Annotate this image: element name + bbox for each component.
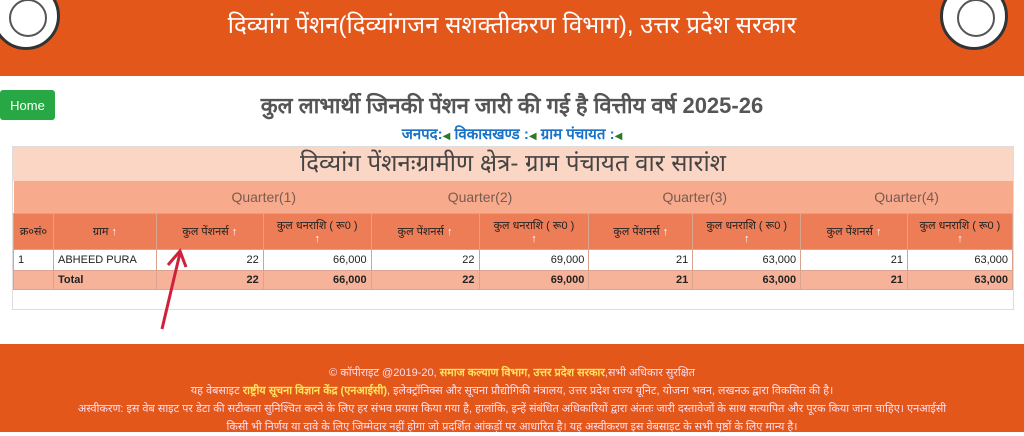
col-label: कुल पेंशनर्स <box>613 225 660 238</box>
total-value: 21 <box>801 270 908 289</box>
disclaimer: अस्वीकरण: इस वेब साइट पर डेटा की सटीकता सुनिश्चित करने के लिए हर संभव प्रयास किया गया है, हालांकि, इन्हें संबंधित अधिकारियों द्वारा अंततः जारी दस्तावेजों के साथ सत्यापित और पूरक किया जाना चाहिए। एनआईसी <box>77 403 947 415</box>
cell-village: ABHEED PURA <box>53 249 156 270</box>
quarter-3-header: Quarter(3) <box>589 181 801 213</box>
quarter-1-header: Quarter(1) <box>156 181 371 213</box>
cell-value: 22 <box>156 249 263 270</box>
block-label: विकासखण्ड : <box>454 126 529 143</box>
cell-value: 21 <box>801 249 908 270</box>
col-q2-pensioners-sort[interactable] <box>371 213 479 249</box>
footer-text: , इलेक्ट्रॉनिक्स और सूचना प्रौद्योगिकी मंत्रालय, उत्तर प्रदेश राज्य यूनिट, योजना भवन, लखनऊ द्वारा विकसित की है। <box>387 385 834 397</box>
col-q4-pensioners-sort[interactable] <box>801 213 908 249</box>
site-footer <box>0 344 1024 432</box>
district-label: जनपद: <box>401 126 443 143</box>
footer-text: यह वेबसाइट <box>190 385 243 397</box>
sort-arrow-icon: ↑ <box>662 225 669 238</box>
total-value: 22 <box>371 270 479 289</box>
sort-arrow-icon: ↑ <box>111 225 118 238</box>
sort-arrow-icon: ↑ <box>531 232 537 245</box>
col-village-sort[interactable] <box>53 213 156 249</box>
cell-value: 21 <box>589 249 693 270</box>
col-label: ग्राम <box>92 225 109 238</box>
developer-credit <box>0 382 1024 400</box>
total-value: 63,000 <box>693 270 801 289</box>
total-label: Total <box>53 270 156 289</box>
total-value: 63,000 <box>908 270 1013 289</box>
quarter-2-header: Quarter(2) <box>371 181 589 213</box>
cell-value: 63,000 <box>693 249 801 270</box>
sort-arrow-icon: ↑ <box>446 225 453 238</box>
nic-link[interactable]: राष्ट्रीय सूचना विज्ञान केंद्र (एनआईसी) <box>242 385 387 397</box>
total-value: 66,000 <box>263 270 371 289</box>
sort-arrow-icon: ↑ <box>231 225 238 238</box>
cell-sno: 1 <box>14 249 54 270</box>
col-label: कुल पेंशनर्स <box>182 225 229 238</box>
location-filters <box>0 124 1024 144</box>
cell-value: 66,000 <box>263 249 371 270</box>
caret-left-icon: ◀ <box>442 131 451 142</box>
sort-arrow-icon: ↑ <box>875 225 882 238</box>
col-q3-pensioners-sort[interactable] <box>589 213 693 249</box>
total-value: 69,000 <box>479 270 589 289</box>
gram-panchayat-label: ग्राम पंचायत : <box>540 126 615 143</box>
total-value: 22 <box>156 270 263 289</box>
col-label: कुल धनराशि ( रू0 ) <box>706 219 788 232</box>
col-label: कुल पेंशनर्स <box>826 225 873 238</box>
department-link[interactable]: समाज कल्याण विभाग, उत्तर प्रदेश सरकार <box>439 367 605 379</box>
quarter-4-header: Quarter(4) <box>801 181 1013 213</box>
footer-text: © कॉपीराइट @2019-20, <box>329 367 440 379</box>
total-value: 21 <box>589 270 693 289</box>
sort-arrow-icon: ↑ <box>743 232 750 245</box>
col-label: कुल धनराशि ( रू0 ) <box>919 219 1001 232</box>
sort-arrow-icon: ↑ <box>314 232 320 245</box>
cell-value: 22 <box>371 249 479 270</box>
col-q1-amount-sort[interactable] <box>263 213 371 249</box>
disclaimer-cont: किसी भी निर्णय या दावे के लिए जिम्मेदार नहीं होगा जो प्रदर्शित आंकड़ों पर आधारित है। यह अस्वीकरण इस वेबसाइट के सभी पृष्ठों के लिए मान्य है। <box>226 421 798 433</box>
col-q3-amount-sort[interactable] <box>693 213 801 249</box>
home-button[interactable]: Home <box>0 90 55 120</box>
site-title: दिव्यांग पेंशन(दिव्यांगजन सशक्तीकरण विभाग), उत्तर प्रदेश सरकार <box>227 12 797 39</box>
footer-text: ,सभी अधिकार सुरक्षित <box>604 367 695 379</box>
table-caption: दिव्यांग पेंशनःग्रामीण क्षेत्र- ग्राम पंचायत वार सारांश <box>13 147 1013 181</box>
site-header <box>0 0 1024 76</box>
caret-left-icon: ◀ <box>528 131 537 142</box>
col-q2-amount-sort[interactable] <box>479 213 589 249</box>
copyright <box>0 364 1024 382</box>
cell-value: 69,000 <box>479 249 589 270</box>
sort-arrow-icon: ↑ <box>957 232 963 245</box>
col-q4-amount-sort[interactable] <box>908 213 1013 249</box>
page-title: कुल लाभार्थी जिनकी पेंशन जारी की गई है वित्तीय वर्ष 2025-26 <box>260 93 764 118</box>
col-q1-pensioners-sort[interactable] <box>156 213 263 249</box>
col-sno: क्र०सं० <box>14 213 54 249</box>
caret-left-icon: ◀ <box>614 131 623 142</box>
col-label: कुल धनराशि ( रू0 ) <box>493 219 575 232</box>
cell-value: 63,000 <box>908 249 1013 270</box>
col-label: कुल पेंशनर्स <box>397 225 444 238</box>
red-annotation-arrow-icon <box>150 245 200 335</box>
col-label: कुल धनराशि ( रू0 ) <box>276 219 358 232</box>
